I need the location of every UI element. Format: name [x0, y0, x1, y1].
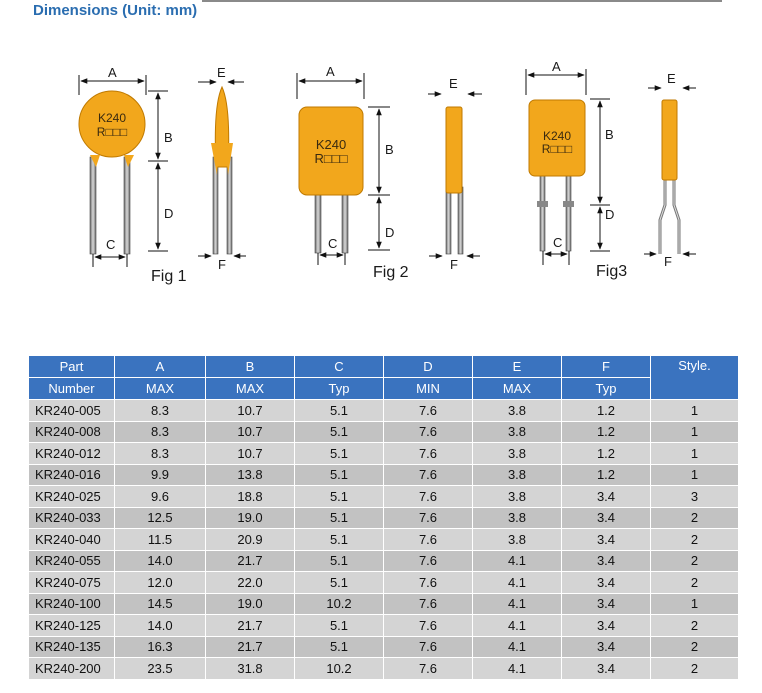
table-body: [29, 400, 739, 680]
cell-part-number: KR240-075: [29, 572, 115, 594]
fig2-side-view: [428, 76, 482, 272]
dim-label-a-2: A: [326, 64, 335, 79]
cell-style: 1: [651, 443, 739, 465]
cell-c: 5.1: [295, 464, 384, 486]
fig2-label: Fig 2: [373, 264, 409, 281]
cell-d: 7.6: [384, 529, 473, 551]
header-e: E: [473, 356, 562, 378]
cell-style: 2: [651, 636, 739, 658]
dim-label-e-3: E: [667, 71, 676, 86]
cell-a: 9.9: [115, 464, 206, 486]
cell-style: 2: [651, 572, 739, 594]
fig1-label: Fig 1: [151, 268, 187, 285]
cell-b: 21.7: [206, 550, 295, 572]
dim-label-d: D: [164, 206, 174, 221]
cell-part-number: KR240-135: [29, 636, 115, 658]
cell-a: 8.3: [115, 421, 206, 443]
fig1-marking-line1: K240: [97, 111, 127, 125]
fig3-marking-line2: R□□□: [541, 142, 573, 156]
header-d: D: [384, 356, 473, 378]
cell-a: 14.5: [115, 593, 206, 615]
cell-f: 3.4: [562, 636, 651, 658]
cell-style: 2: [651, 615, 739, 637]
cell-e: 3.8: [473, 464, 562, 486]
table-row: [29, 636, 739, 658]
dim-label-f: F: [218, 257, 226, 272]
cell-part-number: KR240-033: [29, 507, 115, 529]
cell-d: 7.6: [384, 615, 473, 637]
dim-label-a: A: [108, 65, 117, 80]
cell-e: 4.1: [473, 658, 562, 680]
header-c-typ: Typ: [295, 378, 384, 400]
table-row: [29, 507, 739, 529]
header-b: B: [206, 356, 295, 378]
dim-label-f-3: F: [664, 254, 672, 269]
fig3-front-view: [526, 59, 627, 280]
cell-e: 3.8: [473, 400, 562, 422]
dim-label-b-2: B: [385, 142, 394, 157]
cell-style: 1: [651, 421, 739, 443]
cell-style: 2: [651, 507, 739, 529]
cell-c: 5.1: [295, 615, 384, 637]
cell-d: 7.6: [384, 400, 473, 422]
cell-e: 4.1: [473, 615, 562, 637]
dim-label-d-3: D: [605, 207, 615, 222]
cell-b: 21.7: [206, 615, 295, 637]
cell-f: 3.4: [562, 529, 651, 551]
cell-e: 3.8: [473, 486, 562, 508]
header-c: C: [295, 356, 384, 378]
cell-d: 7.6: [384, 572, 473, 594]
cell-e: 4.1: [473, 550, 562, 572]
cell-d: 7.6: [384, 507, 473, 529]
dim-label-c-2: C: [328, 236, 338, 251]
cell-e: 4.1: [473, 593, 562, 615]
cell-d: 7.6: [384, 593, 473, 615]
table-row: [29, 550, 739, 572]
cell-f: 3.4: [562, 593, 651, 615]
dim-label-e-2: E: [449, 76, 458, 91]
fig3-marking-line1: K240: [542, 129, 572, 143]
table-row: [29, 486, 739, 508]
cell-e: 3.8: [473, 507, 562, 529]
cell-f: 3.4: [562, 486, 651, 508]
header-b-max: MAX: [206, 378, 295, 400]
cell-b: 10.7: [206, 443, 295, 465]
header-part: Part: [29, 356, 115, 378]
cell-part-number: KR240-016: [29, 464, 115, 486]
cell-a: 11.5: [115, 529, 206, 551]
cell-c: 5.1: [295, 421, 384, 443]
cell-c: 10.2: [295, 658, 384, 680]
header-style: Style.: [651, 356, 739, 400]
fig1-marking-line2: R□□□: [96, 125, 128, 139]
cell-c: 5.1: [295, 507, 384, 529]
cell-a: 12.0: [115, 572, 206, 594]
cell-f: 3.4: [562, 572, 651, 594]
cell-c: 5.1: [295, 529, 384, 551]
cell-f: 1.2: [562, 400, 651, 422]
cell-d: 7.6: [384, 464, 473, 486]
cell-style: 1: [651, 400, 739, 422]
cell-f: 3.4: [562, 615, 651, 637]
cell-style: 1: [651, 593, 739, 615]
dim-label-b: B: [164, 130, 173, 145]
cell-f: 1.2: [562, 443, 651, 465]
table-row: [29, 464, 739, 486]
cell-c: 10.2: [295, 593, 384, 615]
cell-c: 5.1: [295, 636, 384, 658]
cell-a: 14.0: [115, 615, 206, 637]
header-a: A: [115, 356, 206, 378]
cell-part-number: KR240-055: [29, 550, 115, 572]
section-title: Dimensions (Unit: mm): [33, 2, 198, 19]
cell-f: 3.4: [562, 507, 651, 529]
cell-b: 18.8: [206, 486, 295, 508]
dim-label-d-2: D: [385, 225, 395, 240]
dimension-drawings: [0, 55, 762, 295]
table-row: [29, 421, 739, 443]
cell-a: 16.3: [115, 636, 206, 658]
cell-c: 5.1: [295, 572, 384, 594]
cell-style: 2: [651, 550, 739, 572]
header-number: Number: [29, 378, 115, 400]
header-f: F: [562, 356, 651, 378]
cell-style: 1: [651, 464, 739, 486]
fig3-label: Fig3: [596, 263, 628, 280]
cell-style: 3: [651, 486, 739, 508]
cell-d: 7.6: [384, 486, 473, 508]
table-row: [29, 443, 739, 465]
dim-label-e: E: [217, 65, 226, 80]
cell-part-number: KR240-100: [29, 593, 115, 615]
cell-c: 5.1: [295, 400, 384, 422]
table-row: [29, 658, 739, 680]
cell-b: 22.0: [206, 572, 295, 594]
fig3-side-view: [644, 71, 696, 269]
cell-e: 3.8: [473, 443, 562, 465]
header-e-max: MAX: [473, 378, 562, 400]
cell-part-number: KR240-005: [29, 400, 115, 422]
cell-e: 4.1: [473, 572, 562, 594]
cell-a: 12.5: [115, 507, 206, 529]
dim-label-c: C: [106, 237, 116, 252]
fig1-side-view: [198, 65, 246, 272]
cell-d: 7.6: [384, 443, 473, 465]
dim-label-b-3: B: [605, 127, 614, 142]
cell-b: 20.9: [206, 529, 295, 551]
cell-d: 7.6: [384, 636, 473, 658]
cell-e: 4.1: [473, 636, 562, 658]
cell-style: 2: [651, 658, 739, 680]
header-a-max: MAX: [115, 378, 206, 400]
table-row: [29, 593, 739, 615]
fig2-front-view: [297, 64, 409, 281]
cell-a: 8.3: [115, 400, 206, 422]
cell-b: 10.7: [206, 400, 295, 422]
cell-b: 19.0: [206, 507, 295, 529]
cell-a: 14.0: [115, 550, 206, 572]
cell-part-number: KR240-040: [29, 529, 115, 551]
cell-a: 9.6: [115, 486, 206, 508]
dim-label-f-2: F: [450, 257, 458, 272]
table-row: [29, 529, 739, 551]
cell-part-number: KR240-008: [29, 421, 115, 443]
cell-part-number: KR240-200: [29, 658, 115, 680]
header-d-min: MIN: [384, 378, 473, 400]
cell-b: 31.8: [206, 658, 295, 680]
cell-d: 7.6: [384, 421, 473, 443]
cell-e: 3.8: [473, 421, 562, 443]
cell-part-number: KR240-025: [29, 486, 115, 508]
cell-c: 5.1: [295, 486, 384, 508]
fig2-marking-line2: R□□□: [314, 151, 348, 166]
cell-c: 5.1: [295, 550, 384, 572]
cell-c: 5.1: [295, 443, 384, 465]
table-header: [29, 356, 739, 400]
cell-d: 7.6: [384, 658, 473, 680]
cell-f: 3.4: [562, 658, 651, 680]
table-row: [29, 572, 739, 594]
cell-f: 1.2: [562, 464, 651, 486]
cell-a: 8.3: [115, 443, 206, 465]
cell-d: 7.6: [384, 550, 473, 572]
table-row: [29, 615, 739, 637]
cell-a: 23.5: [115, 658, 206, 680]
cell-f: 1.2: [562, 421, 651, 443]
cell-b: 10.7: [206, 421, 295, 443]
header-row-bottom: [29, 378, 739, 400]
dimensions-table: [28, 355, 739, 680]
cell-b: 13.8: [206, 464, 295, 486]
cell-e: 3.8: [473, 529, 562, 551]
cell-b: 21.7: [206, 636, 295, 658]
cell-style: 2: [651, 529, 739, 551]
cell-part-number: KR240-012: [29, 443, 115, 465]
dim-label-a-3: A: [552, 59, 561, 74]
cell-b: 19.0: [206, 593, 295, 615]
top-rule: [202, 0, 722, 2]
cell-part-number: KR240-125: [29, 615, 115, 637]
dim-label-c-3: C: [553, 235, 563, 250]
cell-f: 3.4: [562, 550, 651, 572]
fig1-front-view: [79, 65, 187, 285]
header-row-top: [29, 356, 739, 378]
header-f-typ: Typ: [562, 378, 651, 400]
table-row: [29, 400, 739, 422]
fig2-marking-line1: K240: [315, 137, 347, 152]
